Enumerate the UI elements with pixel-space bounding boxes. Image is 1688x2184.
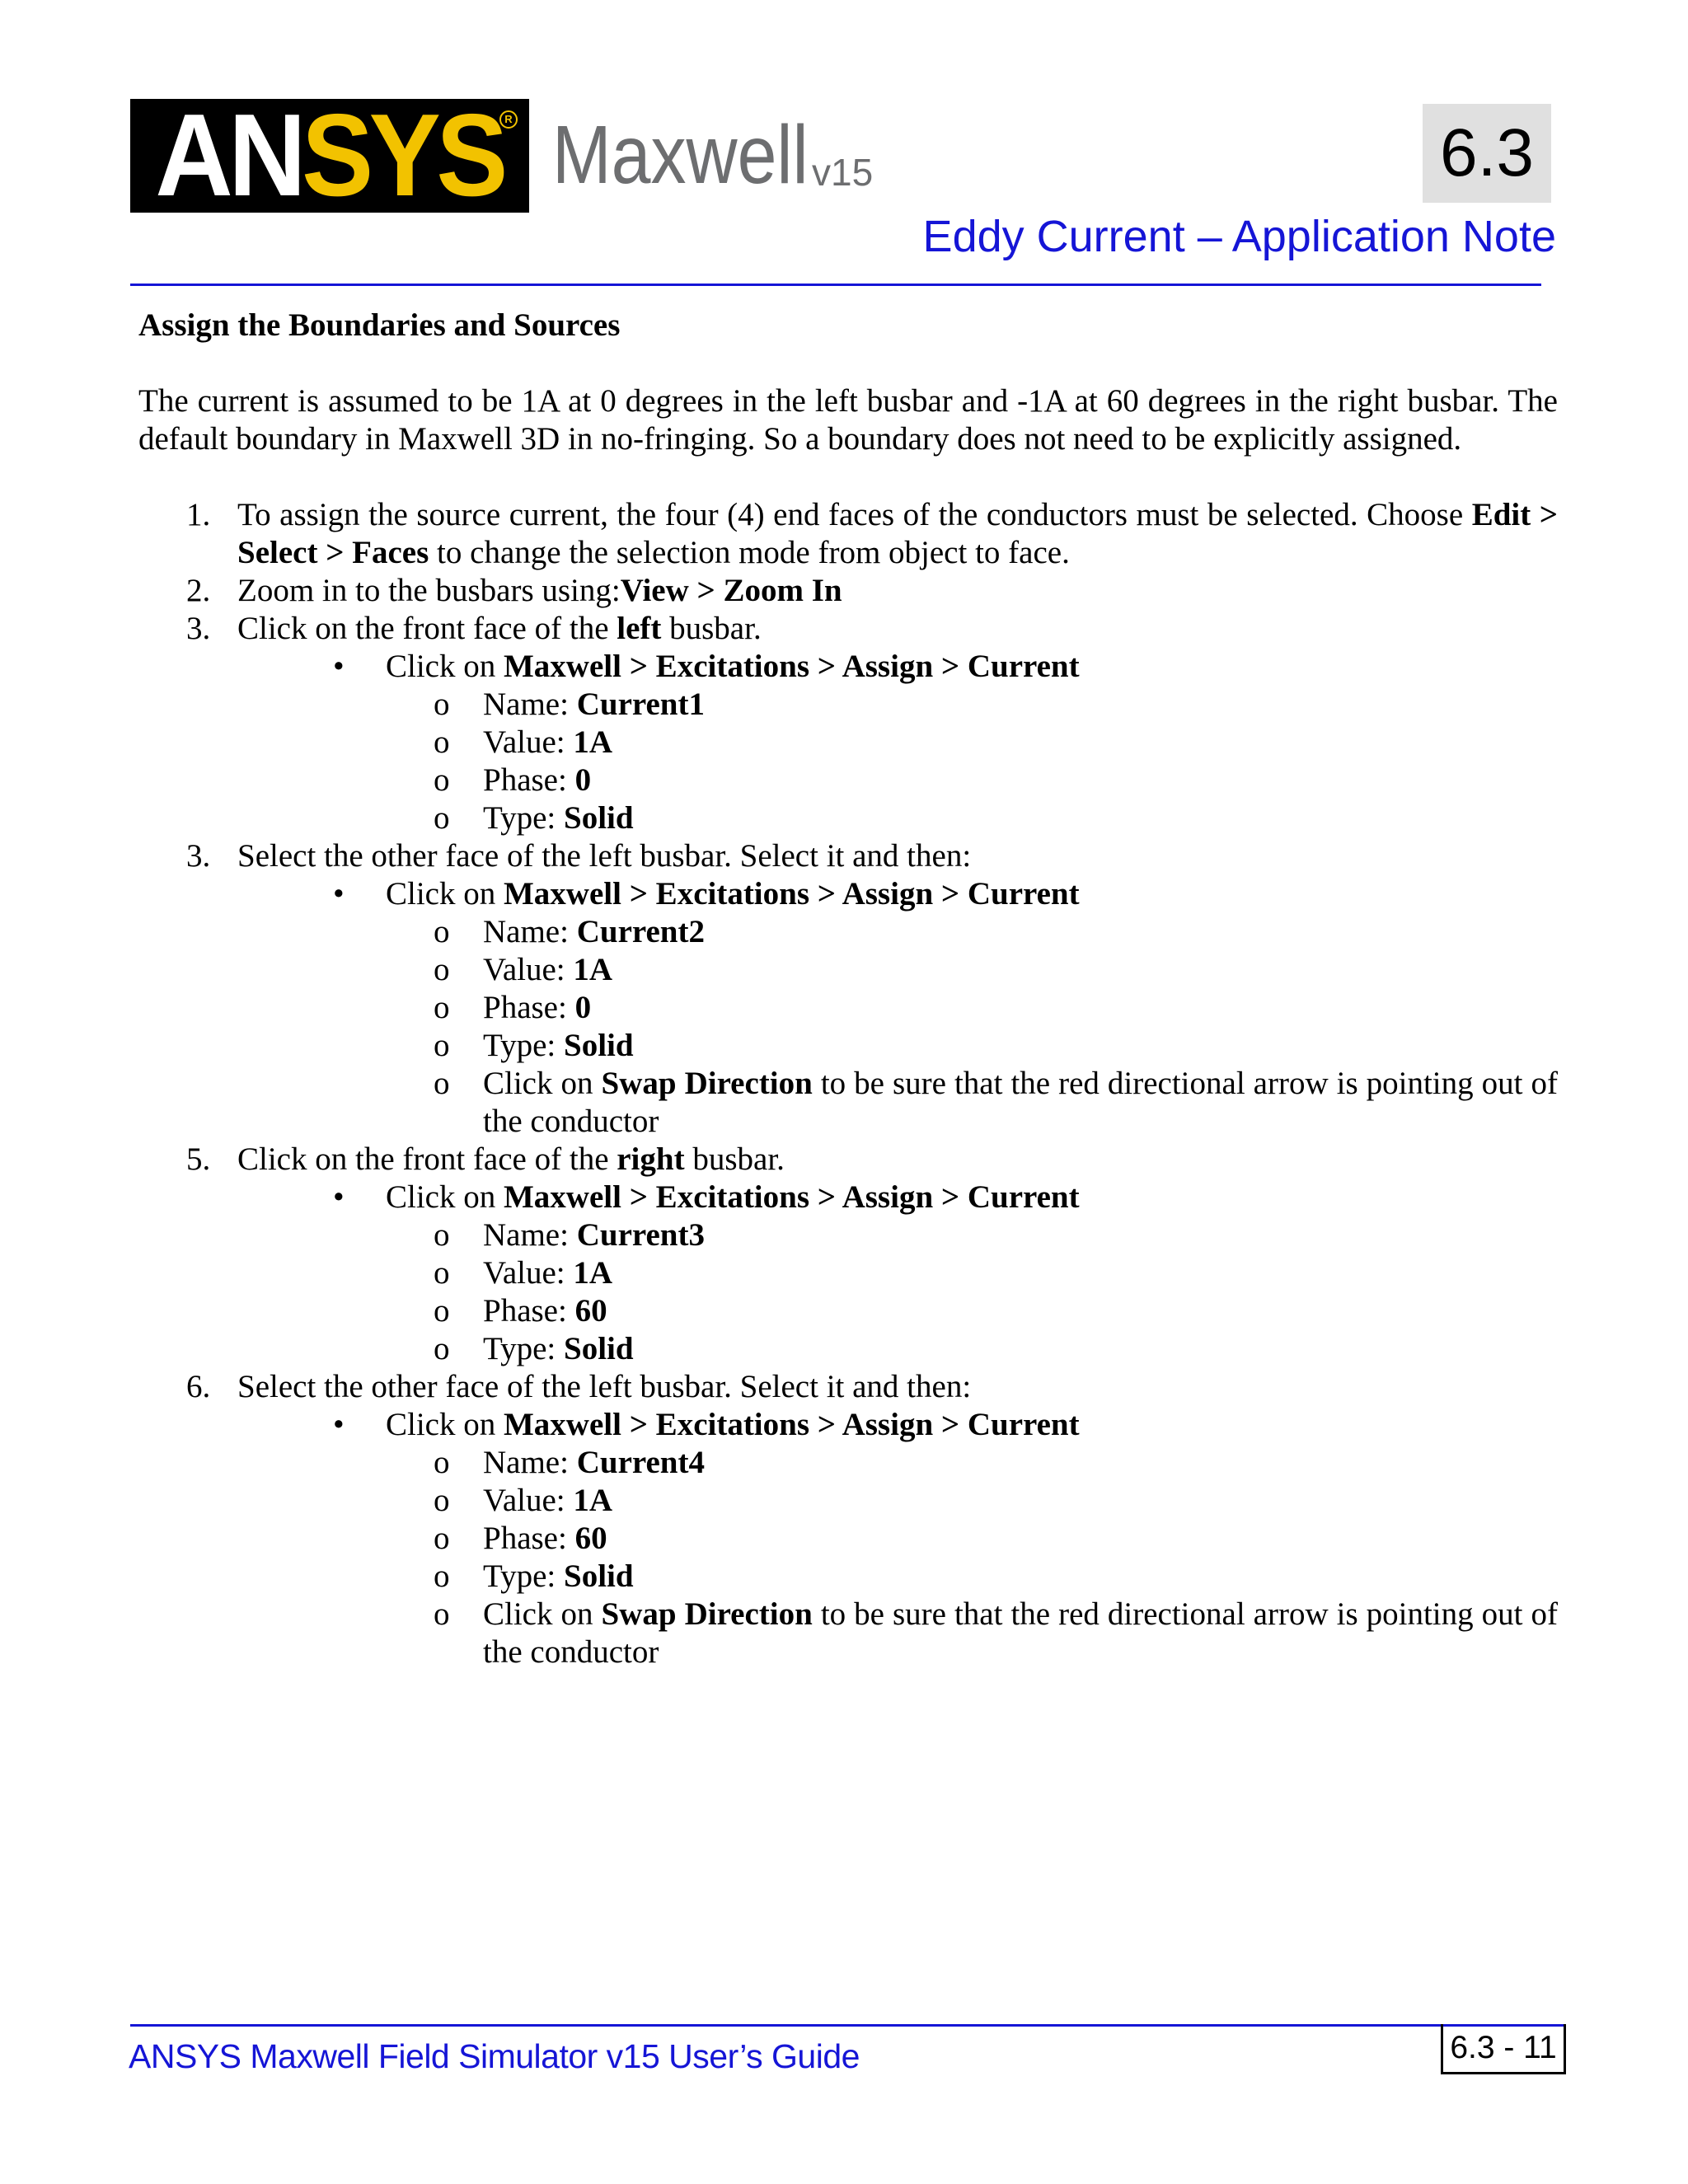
sub-item-phase: o Phase: 0 [434, 990, 592, 1025]
bullet-item: • Click on Maxwell > Excitations > Assign > Current [333, 1407, 1080, 1442]
intro-paragraph: The current is assumed to be 1A at 0 degrees in the left busbar and -1A at 60 degrees in the right busbar. The default boundary in Maxwell 3D in no-fringing. So a boundary does not need to be explicitly assigned. [138, 383, 1558, 457]
step-number: 2. [186, 573, 211, 608]
bullet-item: • Click on Maxwell > Excitations > Assign > Current [333, 1179, 1080, 1215]
circle-bullet-icon: o [434, 724, 450, 760]
bullet-icon: • [333, 649, 345, 684]
circle-bullet-icon: o [434, 1483, 450, 1518]
circle-bullet-icon: o [434, 1293, 450, 1329]
sub-item-type: o Type: Solid [434, 1028, 634, 1063]
step-number: 5. [186, 1141, 211, 1177]
logo-wordmark: ANSYS [155, 90, 504, 221]
section-heading: Assign the Boundaries and Sources [138, 307, 621, 343]
sub-item-swap-direction: o Click on Swap Direction to be sure that the red directional arrow is pointing out of the conductor [434, 1066, 1558, 1139]
page-number: 6.3 - 11 [1441, 2024, 1566, 2074]
step-number: 3. [186, 838, 211, 874]
sub-item-phase: o Phase: 0 [434, 762, 592, 798]
sub-item-type: o Type: Solid [434, 1331, 634, 1366]
sub-item-value: o Value: 1A [434, 724, 613, 760]
header-divider [130, 284, 1541, 286]
circle-bullet-icon: o [434, 1066, 450, 1101]
section-number: 6.3 [1423, 104, 1551, 203]
sub-item-value: o Value: 1A [434, 1255, 613, 1291]
step-3: 3. Click on the front face of the left busbar. [186, 611, 762, 646]
circle-bullet-icon: o [434, 1596, 450, 1632]
step-number: 3. [186, 611, 211, 646]
step-number: 6. [186, 1369, 211, 1404]
sub-item-name: o Name: Current3 [434, 1217, 705, 1253]
registered-mark-icon: R [499, 110, 518, 129]
sub-item-phase: o Phase: 60 [434, 1521, 607, 1556]
circle-bullet-icon: o [434, 914, 450, 949]
circle-bullet-icon: o [434, 1558, 450, 1594]
circle-bullet-icon: o [434, 687, 450, 722]
bullet-icon: • [333, 876, 345, 912]
circle-bullet-icon: o [434, 1331, 450, 1366]
circle-bullet-icon: o [434, 1521, 450, 1556]
product-version: v15 [812, 151, 874, 194]
bullet-item: • Click on Maxwell > Excitations > Assign > Current [333, 649, 1080, 684]
circle-bullet-icon: o [434, 952, 450, 987]
circle-bullet-icon: o [434, 800, 450, 836]
bullet-icon: • [333, 1407, 345, 1442]
step-2: 2. Zoom in to the busbars using:View > Zoom In [186, 573, 842, 608]
sub-item-type: o Type: Solid [434, 800, 634, 836]
sub-item-name: o Name: Current1 [434, 687, 705, 722]
product-name: Maxwell [552, 109, 809, 201]
sub-item-phase: o Phase: 60 [434, 1293, 607, 1329]
circle-bullet-icon: o [434, 1217, 450, 1253]
bullet-item: • Click on Maxwell > Excitations > Assign > Current [333, 876, 1080, 912]
bullet-icon: • [333, 1179, 345, 1215]
circle-bullet-icon: o [434, 990, 450, 1025]
step-4: 3. Select the other face of the left busbar. Select it and then: [186, 838, 972, 874]
circle-bullet-icon: o [434, 1028, 450, 1063]
sub-item-value: o Value: 1A [434, 952, 613, 987]
circle-bullet-icon: o [434, 1445, 450, 1480]
circle-bullet-icon: o [434, 1255, 450, 1291]
step-6: 6. Select the other face of the left busbar. Select it and then: [186, 1369, 972, 1404]
sub-item-name: o Name: Current2 [434, 914, 705, 949]
step-5: 5. Click on the front face of the right busbar. [186, 1141, 785, 1177]
sub-item-value: o Value: 1A [434, 1483, 613, 1518]
step-number: 1. [186, 497, 211, 532]
circle-bullet-icon: o [434, 762, 450, 798]
document-body [138, 307, 1558, 1671]
footer-divider [130, 2024, 1566, 2027]
sub-item-type: o Type: Solid [434, 1558, 634, 1594]
footer-guide-title: ANSYS Maxwell Field Simulator v15 User’s Guide [129, 2037, 860, 2075]
ansys-logo [130, 90, 529, 221]
sub-item-name: o Name: Current4 [434, 1445, 705, 1480]
step-1: 1. To assign the source current, the four (4) end faces of the conductors must be selected. Choose Edit > Select > Faces to change the selection mode from object to face. [186, 497, 1558, 570]
sub-item-swap-direction: o Click on Swap Direction to be sure that the red directional arrow is pointing out of the conductor [434, 1596, 1558, 1670]
application-note-title: Eddy Current – Application Note [922, 212, 1556, 261]
